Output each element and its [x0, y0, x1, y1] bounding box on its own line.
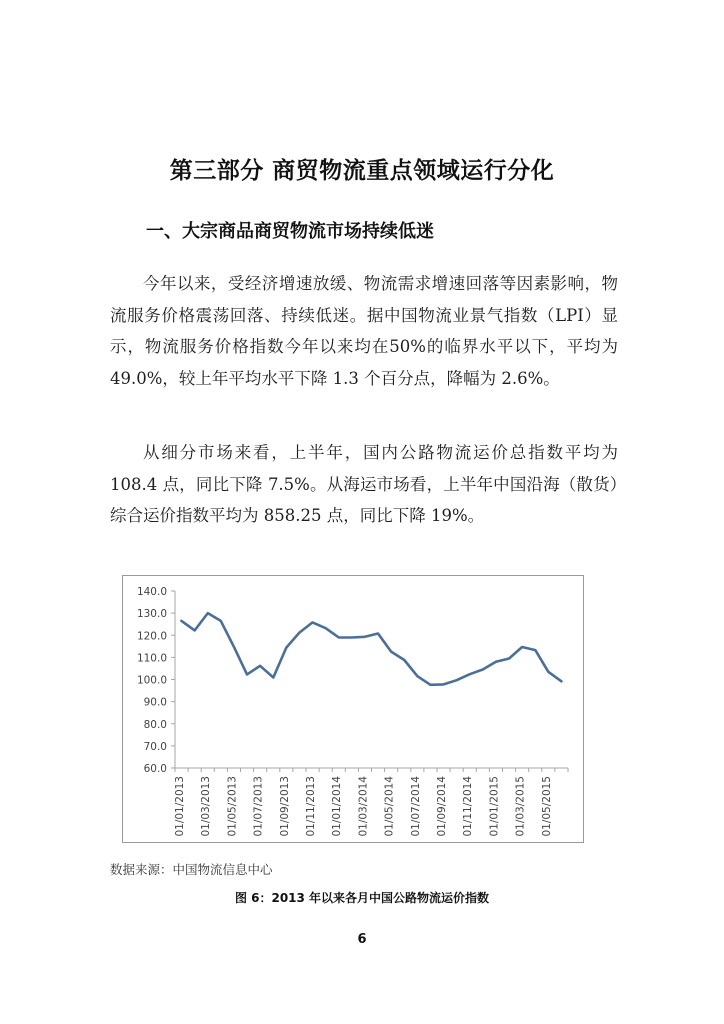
- x-tick-label: 01/11/2014: [462, 776, 475, 837]
- source-note: 数据来源：中国物流信息中心: [110, 862, 273, 877]
- y-tick-label: 110.0: [136, 652, 167, 665]
- x-tick-label: 01/05/2014: [383, 776, 396, 837]
- x-tick-label: 01/09/2014: [436, 776, 448, 837]
- page-number: 6: [357, 932, 367, 947]
- paragraph-text: 今年以来，受经济增速放缓、物流需求增速回落等因素影响，物流服务价格震荡回落、持续低迷。据中国物流业景气指数（LPI）显示，物流服务价格指数今年以来均在50%的临界水平以下，平均为49.0%，较上年平均水平下降 1.3 个百分点，降幅为 2.6%。: [110, 274, 618, 388]
- paragraph-lpi: [110, 268, 618, 394]
- paragraph-text: 从细分市场来看，上半年，国内公路物流运价总指数平均为 108.4 点，同比下降 7.5%。从海运市场看，上半年中国沿海（散货）综合运价指数平均为 858.25 点，同比下降 19%。: [110, 443, 618, 525]
- y-tick-label: 120.0: [136, 630, 167, 643]
- x-tick-label: 01/01/2013: [174, 776, 186, 837]
- paragraph-market: [110, 437, 618, 532]
- x-tick-label: 01/05/2013: [226, 776, 239, 837]
- x-tick-label: 01/01/2014: [331, 776, 344, 837]
- x-tick-label: 01/05/2015: [540, 776, 553, 837]
- y-tick-label: 60.0: [143, 763, 167, 775]
- y-tick-label: 80.0: [143, 718, 167, 731]
- figure-caption: 图 6：2013 年以来各月中国公路物流运价指数: [234, 891, 490, 905]
- x-tick-label: 01/07/2013: [252, 776, 265, 837]
- y-tick-label: 70.0: [143, 740, 167, 753]
- chart-canvas: [123, 576, 583, 842]
- x-tick-label: 01/03/2013: [200, 776, 213, 837]
- line-chart: [122, 575, 584, 843]
- y-tick-label: 140.0: [136, 586, 167, 598]
- y-tick-label: 90.0: [143, 696, 167, 709]
- page-title: 第三部分 商贸物流重点领域运行分化: [169, 158, 555, 184]
- section-heading: 一、大宗商品商贸物流市场持续低迷: [146, 221, 434, 242]
- data-line: [182, 613, 562, 685]
- x-tick-label: 01/03/2015: [514, 776, 527, 837]
- y-tick-label: 100.0: [136, 674, 167, 687]
- x-tick-label: 01/11/2013: [305, 776, 317, 837]
- y-tick-label: 130.0: [136, 608, 167, 621]
- x-tick-label: 01/09/2013: [278, 776, 291, 837]
- x-tick-label: 01/01/2015: [488, 776, 501, 837]
- x-tick-label: 01/03/2014: [357, 776, 370, 837]
- x-tick-label: 01/07/2014: [409, 776, 422, 837]
